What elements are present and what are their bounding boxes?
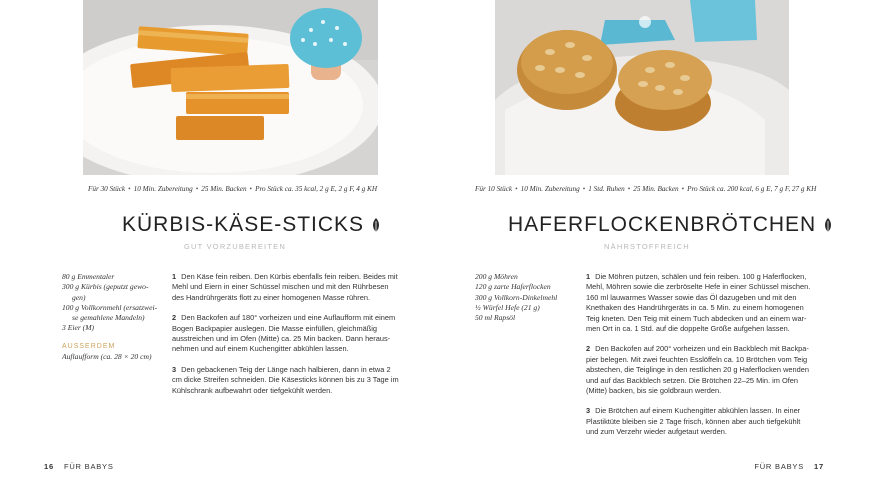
page-footer (754, 462, 824, 471)
step-number: 1 (172, 272, 177, 281)
haferflockenbroetchen-photo (495, 0, 789, 175)
meta-separator: • (515, 185, 518, 193)
step-number: 2 (586, 344, 591, 354)
recipe-title (508, 213, 833, 237)
step-number: 1 (586, 272, 591, 281)
ingredient-item: 50 ml Rapsöl (475, 313, 516, 323)
section-label: FÜR BABYS (754, 462, 805, 471)
recipe-subtitle: NÄHRSTOFFREICH (604, 242, 690, 251)
ingredient-item: 300 g Kürbis (geputzt gewo- (62, 282, 149, 292)
ingredient-list (62, 272, 162, 362)
ingredient-extra-heading: AUSSERDEM (62, 342, 116, 350)
step-text: Den gebackenen Teig der Länge nach halbieren, dann in etwa 2 cm dicke Streifen schneiden. Die Käsesticks können bis zu 3 Tage im Kühlschrank aufbewahrt oder tiefgekühlt werden. (172, 364, 399, 395)
recipe-subtitle: GUT VORZUBEREITEN (184, 242, 286, 251)
meta-nutrition: Pro Stück ca. 35 kcal, 2 g E, 2 g F, 4 g KH (255, 185, 378, 193)
kuerbis-kaese-sticks-photo (83, 0, 378, 175)
step-number: 3 (586, 406, 591, 416)
leaf-icon (823, 218, 833, 233)
recipe-title (122, 213, 381, 237)
step-text: Den Käse fein reiben. Den Kürbis ebenfalls fein reiben. Beides mit Mehl und Eiern in einer Schüssel mischen und mit den Rührbesen des Handrührgeräts flott zu einer homogenen Masse rühren. (172, 272, 398, 302)
recipe-steps (586, 272, 814, 448)
recipe-step (586, 406, 814, 437)
right-page (435, 0, 870, 489)
ingredient-item: ½ Würfel Hefe (21 g) (475, 302, 540, 312)
recipe-meta (88, 185, 377, 193)
recipe-step (172, 365, 402, 396)
ingredient-item: 80 g Emmentaler (62, 272, 115, 281)
meta-prep-time: 10 Min. Zubereitung (520, 185, 580, 193)
recipe-step (586, 272, 814, 334)
step-number: 2 (172, 313, 177, 323)
meta-bake-time: 25 Min. Backen (201, 185, 247, 193)
ingredient-item: se gemahlene Mandeln) (72, 313, 145, 323)
meta-separator: • (582, 185, 586, 193)
step-number: 3 (172, 364, 177, 374)
page-number: 16 (44, 462, 54, 471)
ingredient-item: 200 g Möhren (475, 272, 518, 281)
ingredient-item: 120 g zarte Haferflocken (475, 282, 551, 292)
leaf-icon (371, 218, 381, 233)
recipe-title-text: KÜRBIS-KÄSE-STICKS (122, 213, 365, 236)
recipe-steps (172, 272, 402, 406)
section-label: FÜR BABYS (63, 462, 114, 471)
meta-separator: • (128, 185, 131, 193)
meta-servings: Für 30 Stück (88, 185, 126, 193)
recipe-title-text: HAFERFLOCKENBRÖTCHEN (508, 213, 817, 236)
step-text: Den Backofen auf 180° vorheizen und eine Auflaufform mit einem Bogen Backpapier auslegen. Die Masse einfüllen, gleichmäßig ausstreichen und im Ofen (Mitte) ca. 25 Min backen. Dann heraus-nehmen und auf einem Kuchengitter abkühlen lassen. (172, 313, 396, 354)
ingredient-item: gen) (72, 292, 86, 302)
recipe-step (586, 344, 814, 396)
meta-separator: • (681, 185, 685, 193)
meta-rest-time: 1 Std. Ruhen (588, 185, 625, 193)
meta-prep-time: 10 Min. Zubereitung (133, 185, 193, 193)
meta-servings: Für 10 Stück (475, 185, 513, 193)
meta-separator: • (249, 185, 253, 193)
recipe-step (172, 313, 402, 355)
ingredient-item: 100 g Vollkornmehl (ersatzwei- (62, 302, 158, 312)
page-number: 17 (814, 462, 824, 471)
meta-nutrition: Pro Stück ca. 200 kcal, 6 g E, 7 g F, 27 g KH (687, 185, 817, 193)
ingredient-item: Auflaufform (ca. 28 × 20 cm) (62, 352, 152, 362)
recipe-meta (475, 185, 816, 193)
ingredient-list (475, 272, 585, 323)
step-text: Den Backofen auf 200° vorheizen und ein Backblech mit Backpa-pier belegen. Mit zwei feuchten Esslöffeln ca. 10 Brötchen vom Teig abstechen, die Teiglinge in den restlichen 20 g Haferflocken wenden und auf das Backblech setzen. Die Brötchen 22–25 Min. im Ofen (Mitte) backen, bis sie goldbraun werden. (586, 344, 809, 396)
ingredient-item: 3 Eier (M) (62, 323, 95, 333)
step-text: Die Möhren putzen, schälen und fein reiben. 100 g Haferflocken, Mehl, Möhren sowie die zerbröselte Hefe in einer Schüssel mischen. 160 ml lauwarmes Wasser sowie das Öl dazugeben und mit den Knethaken des Handrührgeräts in ca. 5 Min. zu einem homogenen Teig kneten. Den Teig mit einem Tuch abdecken und an einem war-men Ort in ca. 1 Std. auf die doppelte Größe aufgehen lassen. (586, 272, 811, 334)
ingredient-item: 300 g Vollkorn-Dinkelmehl (475, 292, 558, 302)
meta-separator: • (195, 185, 199, 193)
page-footer (44, 462, 114, 471)
meta-bake-time: 25 Min. Backen (633, 185, 679, 193)
recipe-step (172, 272, 402, 303)
step-text: Die Brötchen auf einem Kuchengitter abkühlen lassen. In einer Plastiktüte bleiben sie 2 Tage frisch, können aber auch tiefgekühlt und zum Verzehr wieder aufgetaut werden. (586, 406, 801, 437)
meta-separator: • (627, 185, 631, 193)
